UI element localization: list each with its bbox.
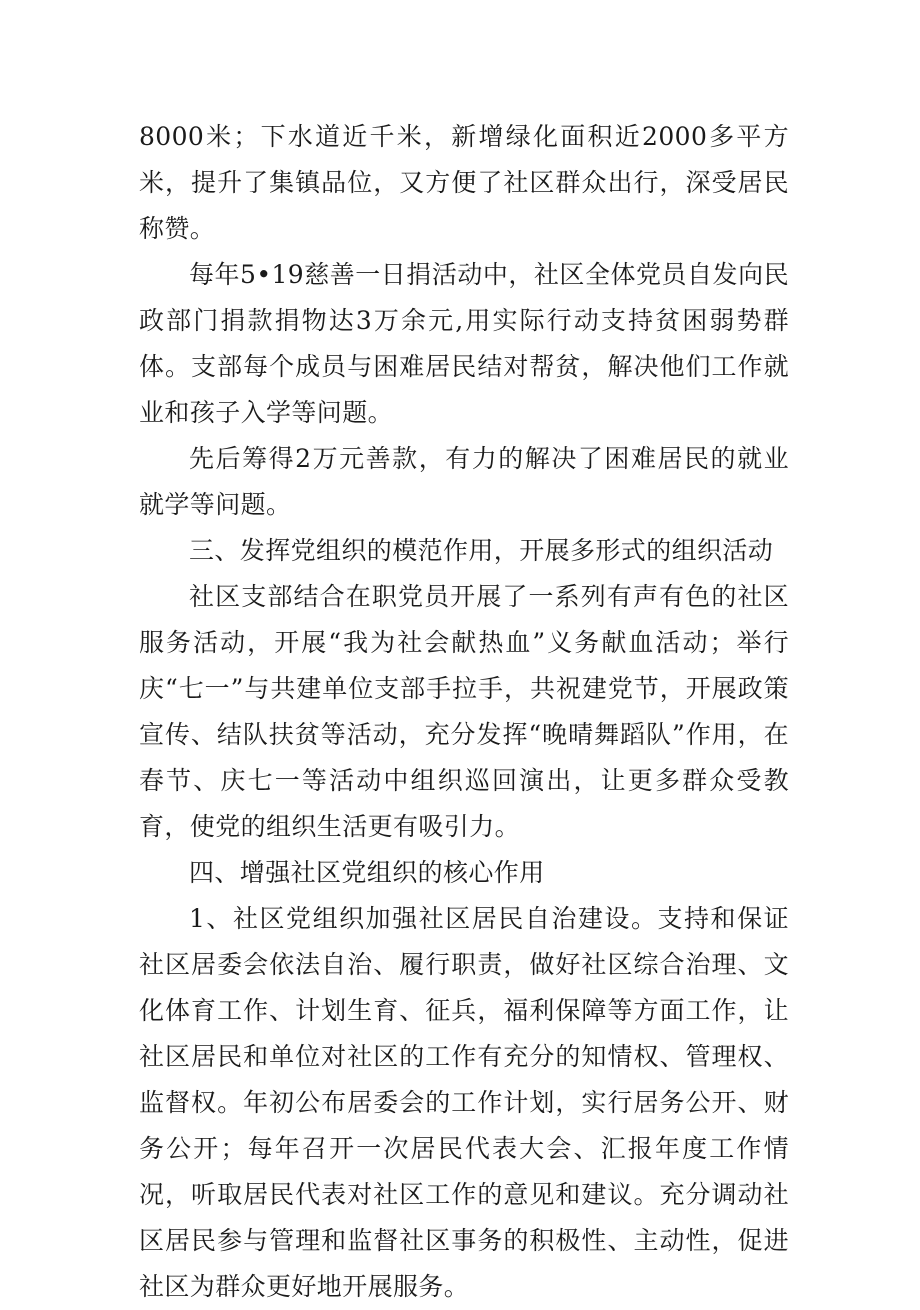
paragraph-charity-donation: 每年5•19慈善一日捐活动中，社区全体党员自发向民政部门捐款捐物达3万余元,用实际行动支持贫困弱势群体。支部每个成员与困难居民结对帮贫，解决他们工作就业和孩子入学等问题。 xyxy=(139,260,789,427)
section-heading-3: 三、发挥党组织的模范作用，开展多形式的组织活动 xyxy=(189,536,774,565)
paragraph-activities: 社区支部结合在职党员开展了一系列有声有色的社区服务活动，开展“我为社会献热血”义务献血活动；举行庆“七一”与共建单位支部手拉手，共祝建党节，开展政策宣传、结队扶贫等活动，充分发挥“晚晴舞蹈队”作用，在春节、庆七一等活动中组织巡回演出，让更多群众受教育，使党的组织生活更有吸引力。 xyxy=(139,582,789,841)
paragraph-fundraising: 先后筹得2万元善款，有力的解决了困难居民的就业就学等问题。 xyxy=(139,444,789,519)
section-heading-4: 四、增强社区党组织的核心作用 xyxy=(189,858,545,887)
paragraph-self-governance: 1、社区党组织加强社区居民自治建设。支持和保证社区居委会依法自治、履行职责，做好社区综合治理、文化体育工作、计划生育、征兵，福利保障等方面工作，让社区居民和单位对社区的工作有充分的知情权、管理权、监督权。年初公布居委会的工作计划，实行居务公开、财务公开；每年召开一次居民代表大会、汇报年度工作情况，听取居民代表对社区工作的意见和建议。充分调动社区居民参与管理和监督社区事务的积极性、主动性，促进社区为群众更好地开展服务。 xyxy=(139,904,789,1301)
document-body xyxy=(139,114,789,1310)
paragraph-continuation: 8000米；下水道近千米，新增绿化面积近2000多平方米，提升了集镇品位，又方便了社区群众出行，深受居民称赞。 xyxy=(139,122,789,243)
